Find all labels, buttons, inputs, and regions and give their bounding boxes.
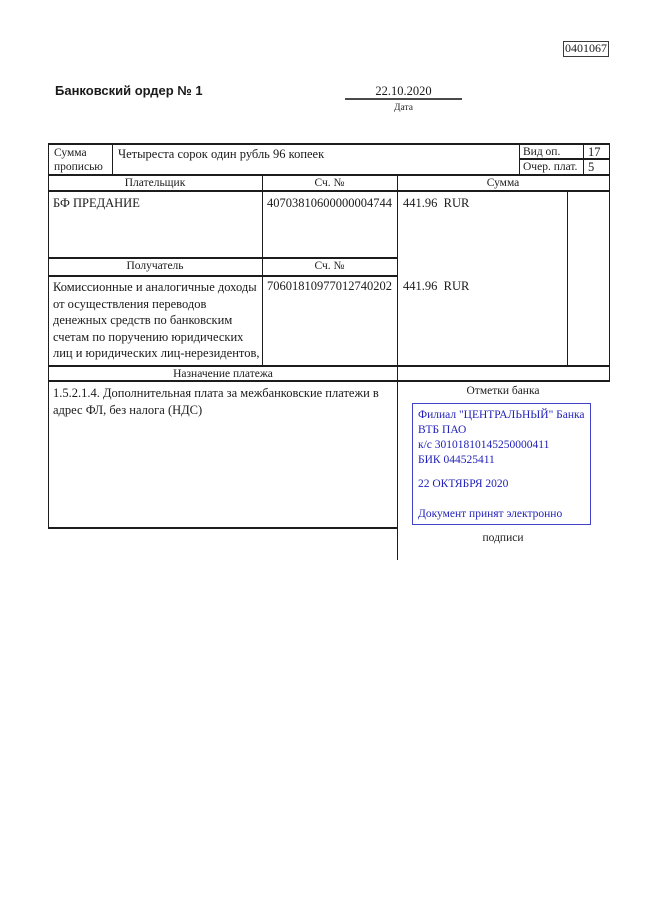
col-divider-op-type-left [519, 143, 520, 176]
payer-amount: 441.96 RUR [403, 196, 470, 210]
payer-name: БФ ПРЕДАНИЕ [53, 196, 140, 210]
amount-words-label-line1: Сумма [54, 147, 87, 159]
amount-column-header: Сумма [486, 177, 520, 189]
row-divider-2 [48, 190, 610, 192]
table-border-right [609, 143, 610, 382]
col-divider-account-amount [397, 174, 398, 560]
op-type-value: 17 [588, 145, 601, 159]
table-border-bottom-left [48, 527, 398, 529]
date-value: 22.10.2020 [375, 84, 432, 98]
stamp-bank-name-line: ВТБ ПАО [418, 424, 467, 436]
row-divider-3 [48, 257, 398, 259]
payer-account-column-header: Сч. № [314, 177, 345, 189]
recipient-column-header: Получатель [126, 260, 184, 272]
purpose-text: 1.5.2.1.4. Дополнительная плата за межбанковские платежи в адрес ФЛ, без налога (НДС) [53, 386, 379, 417]
row-divider-5 [48, 365, 610, 367]
form-code-box [563, 41, 609, 57]
stamp-accepted-note: Документ принят электронно [418, 508, 563, 520]
recipient-account-column-header: Сч. № [314, 260, 345, 272]
date-underline [345, 98, 462, 100]
op-type-label: Вид оп. [523, 146, 561, 158]
col-divider-amount-right [567, 190, 568, 367]
table-border-left [48, 143, 49, 529]
purpose-section-header: Назначение платежа [173, 368, 273, 380]
payment-priority-label: Очер. плат. [523, 161, 578, 173]
signatures-label: подписи [482, 532, 524, 544]
document-title: Банковский ордер № 1 [55, 83, 203, 98]
amount-words-label-line2: прописью [54, 161, 103, 173]
col-divider-sum-words [112, 143, 113, 176]
bank-marks-header: Отметки банка [466, 385, 540, 397]
row-divider-1 [48, 174, 610, 176]
stamp-bik-line: БИК 044525411 [418, 454, 495, 466]
amount-in-words-value: Четыреста сорок один рубль 96 копеек [118, 147, 325, 161]
stamp-date: 22 ОКТЯБРЯ 2020 [418, 478, 509, 490]
bank-stamp [412, 403, 591, 525]
payer-account-number: 40703810600000004744 [267, 196, 392, 210]
payment-priority-value: 5 [588, 160, 595, 174]
recipient-amount: 441.96 RUR [403, 279, 470, 293]
row-divider-4 [48, 275, 398, 277]
date-caption: Дата [394, 103, 413, 113]
stamp-corr-account-line: к/с 30101810145250000411 [418, 439, 550, 451]
recipient-account-number: 70601810977012740202 [267, 279, 392, 293]
col-divider-op-type-value [583, 143, 584, 176]
stamp-branch-line: Филиал "ЦЕНТРАЛЬНЫЙ" Банка [418, 409, 585, 421]
payer-column-header: Плательщик [124, 177, 186, 189]
table-border-top [48, 143, 610, 145]
recipient-name: Комиссионные и аналогичные доходы от осуществления переводов денежных средств по банковским счетам по поручению юридических лиц и юридических лиц-нерезидентов, [53, 280, 260, 360]
form-code-value: 0401067 [565, 41, 607, 55]
